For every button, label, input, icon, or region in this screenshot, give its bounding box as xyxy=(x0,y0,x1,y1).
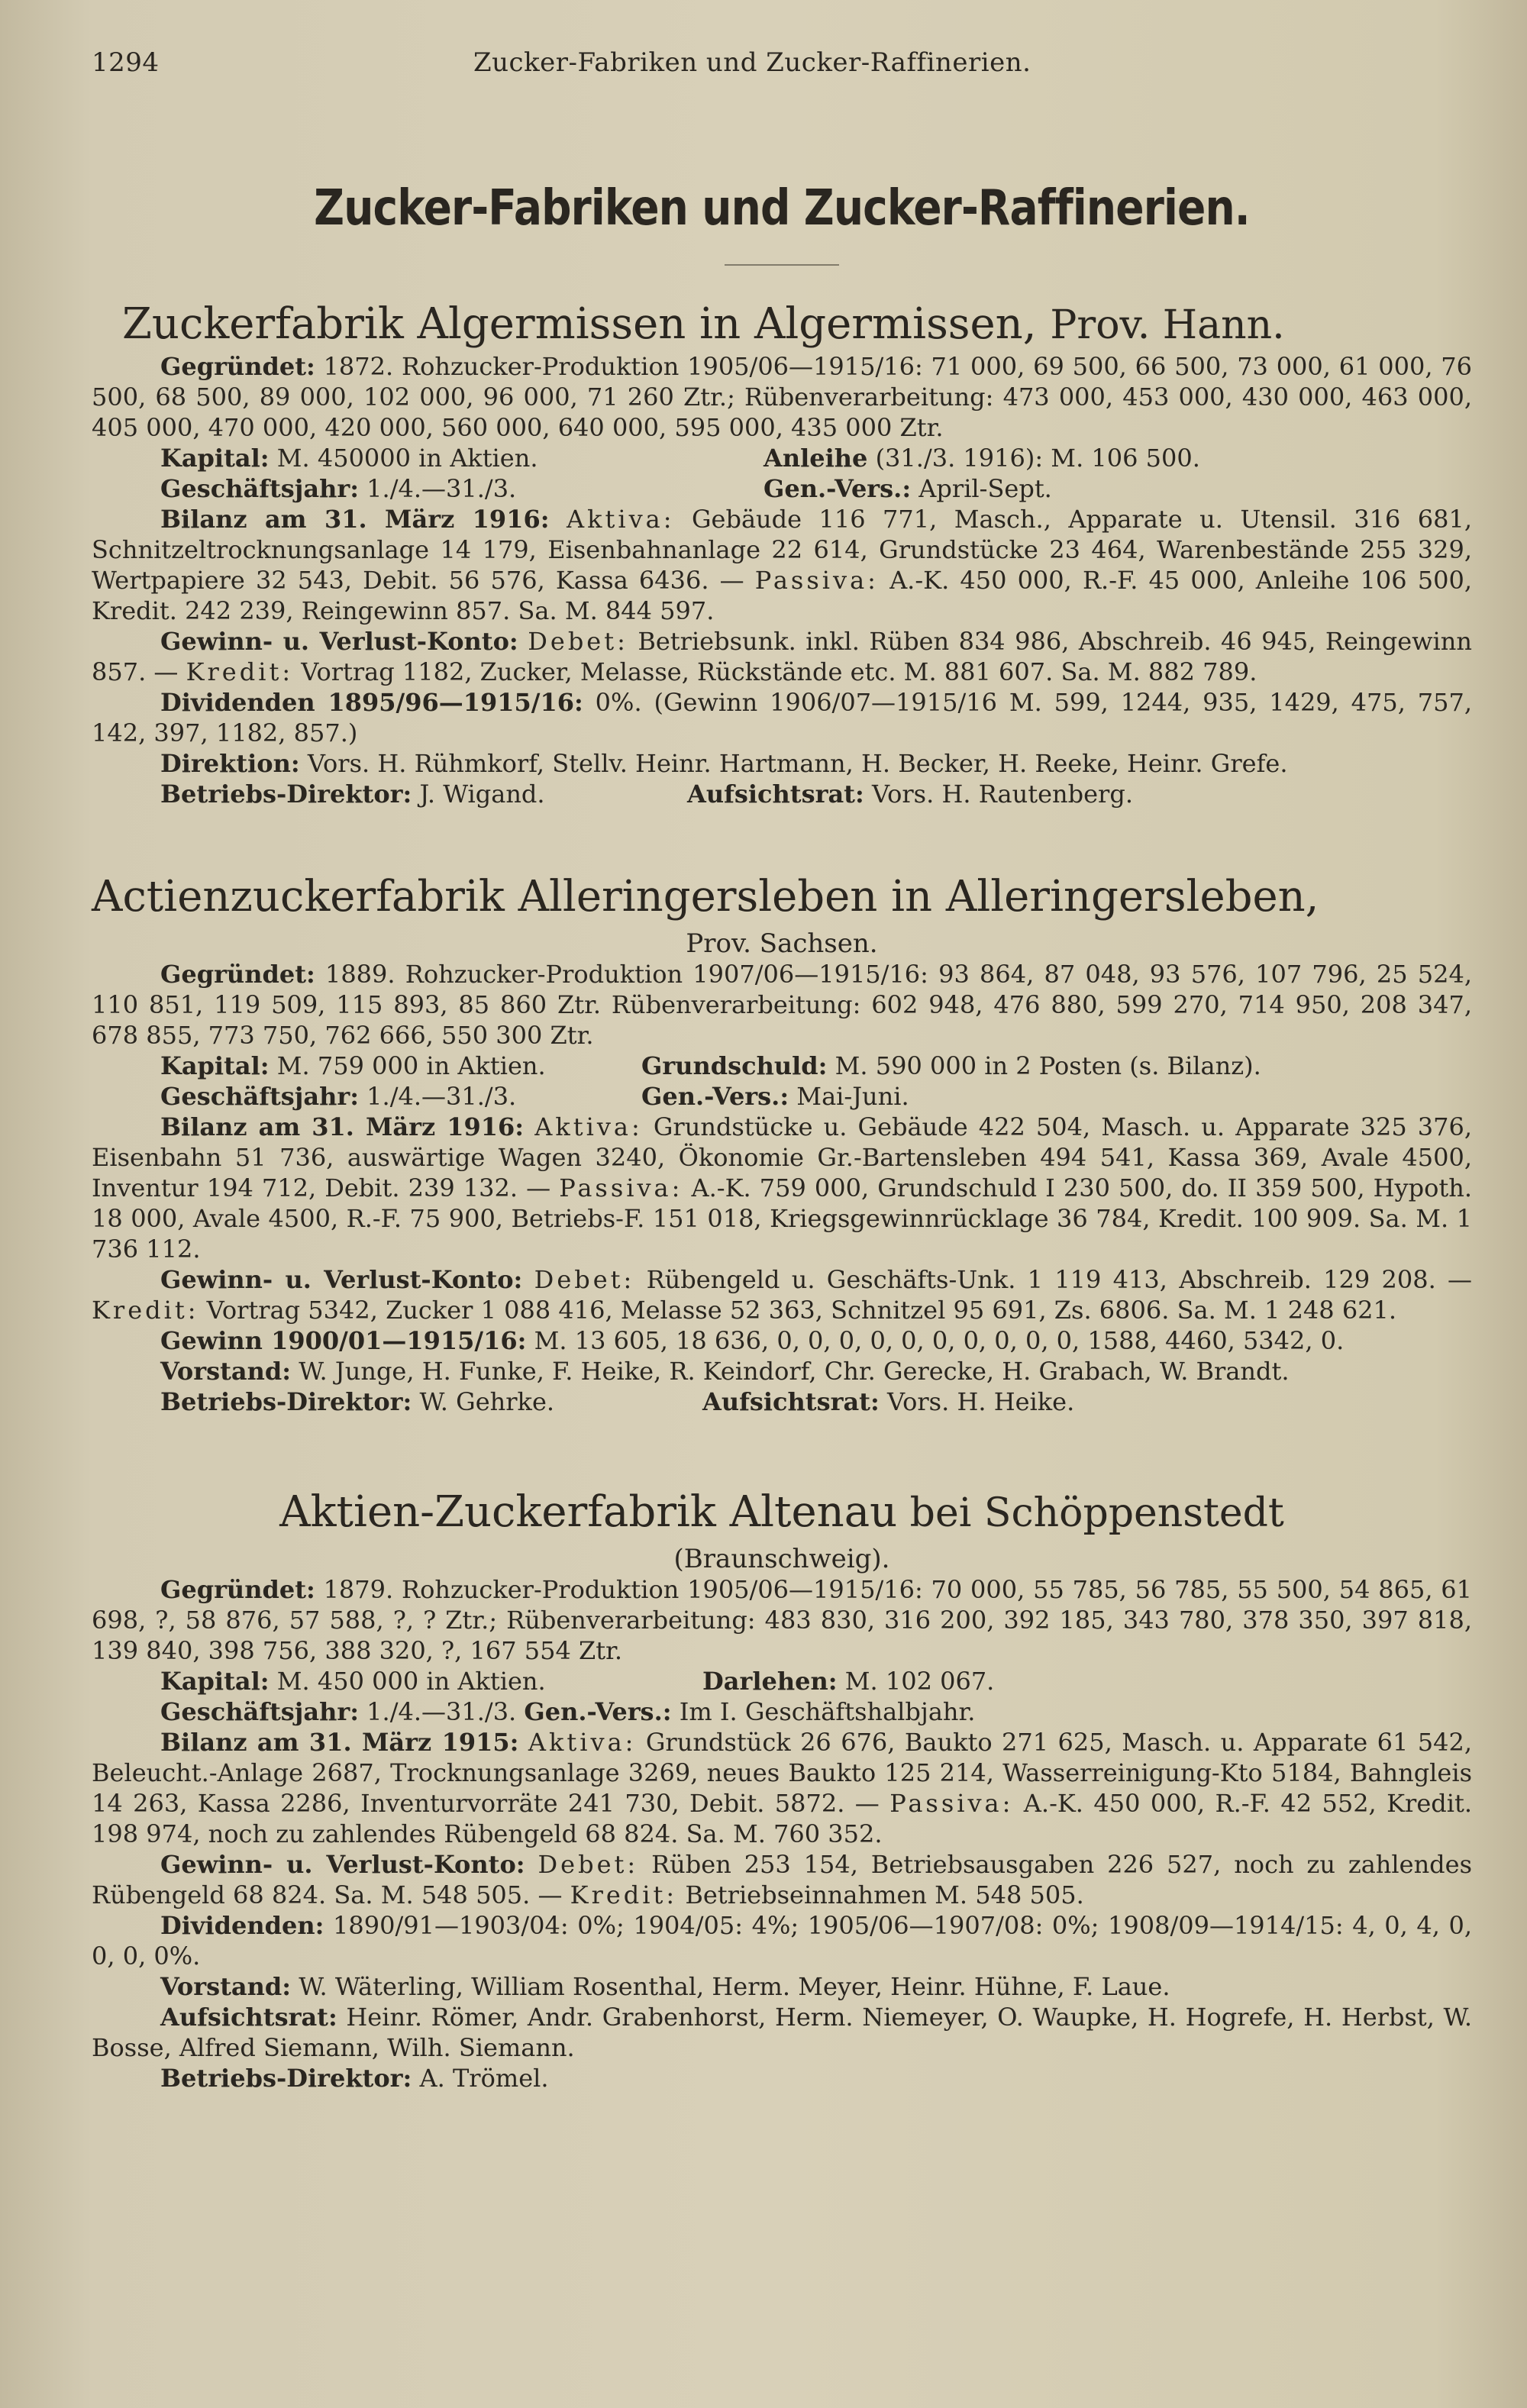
profit-loss-account: Gewinn- u. Verlust-Konto: Debet: Betriebsunk. inkl. Rüben 834 986, Abschreib. 46 945, Reingewinn 857. — Kredit: Vortrag 1182, Zucker, Melasse, Rückstände etc. M. 881 607. Sa. M. 882 789. xyxy=(92,627,1473,686)
company-details xyxy=(92,1574,1472,2093)
section-title: Zucker-Fabriken und Zucker-Raffinerien. xyxy=(314,180,1250,237)
fiscal-year-row: Geschäftsjahr: 1./4.—31./3. Gen.-Vers.: Im I. Geschäftshalbjahr. xyxy=(160,1697,976,1726)
company-name: Actienzuckerfabrik Alleringersleben in Alleringersleben, xyxy=(92,872,1319,922)
company-details xyxy=(92,351,1472,809)
balance-sheet: Bilanz am 31. März 1915: Aktiva: Grundstück 26 676, Baukto 271 625, Masch. u. Apparate 61 542, Beleucht.-Anlage 2687, Trocknungsanlage 3269, neues Baukto 125 214, Wasserreinigung-Kto 5184, Bahngleis 14 263, Kassa 2286, Inventurvorräte 241 730, Debit. 5872. — Passiva: A.-K. 450 000, R.-F. 42 552, Kredit. 198 974, noch zu zahlendes Rübengeld 68 824. Sa. M. 760 352. xyxy=(92,1728,1473,1848)
capital-row: Kapital: M. 759 000 in Aktien. Grundschuld: M. 590 000 in 2 Posten (s. Bilanz). xyxy=(160,1051,1261,1080)
board: Vorstand: W. Wäterling, William Rosenthal, Herm. Meyer, Heinr. Hühne, F. Laue. xyxy=(160,1972,1170,2001)
founded-production: Gegründet: 1889. Rohzucker-Produktion 1907/06—1915/16: 93 864, 87 048, 93 576, 107 796, 25 524, 110 851, 119 509, 115 893, 85 860 Ztr. Rübenverarbeitung: 602 948, 476 880, 599 270, 714 950, 208 347, 678 855, 773 750, 762 666, 550 300 Ztr. xyxy=(92,960,1472,1050)
founded-production: Gegründet: 1879. Rohzucker-Produktion 1905/06—1915/16: 70 000, 55 785, 56 785, 55 500, 54 865, 61 698, ?, 58 876, 57 588, ?, ? Ztr.; Rübenverarbeitung: 483 830, 316 200, 392 185, 343 780, 378 350, 397 818, 139 840, 398 756, 388 320, ?, 167 554 Ztr. xyxy=(92,1575,1472,1665)
company-region: (Braunschweig). xyxy=(673,1544,890,1574)
company-entry-algermissen xyxy=(92,298,1472,809)
profit-loss-account: Gewinn- u. Verlust-Konto: Debet: Rüben 253 154, Betriebsausgaben 226 527, noch zu zahlendes Rübengeld 68 824. Sa. M. 548 505. — Kredit: Betriebseinnahmen M. 548 505. xyxy=(92,1850,1473,1909)
board: Vorstand: W. Junge, H. Funke, F. Heike, R. Keindorf, Chr. Gerecke, H. Grabach, W. Brandt. xyxy=(160,1357,1290,1386)
director-row: Betriebs-Direktor: W. Gehrke. Aufsichtsrat: Vors. H. Heike. xyxy=(160,1387,1075,1416)
supervisory-board: Aufsichtsrat: Heinr. Römer, Andr. Grabenhorst, Herm. Niemeyer, O. Waupke, H. Hogrefe, H. Herbst, W. Bosse, Alfred Siemann, Wilh. Siemann. xyxy=(92,2003,1472,2062)
director-row: Betriebs-Direktor: J. Wigand. Aufsichtsrat: Vors. H. Rautenberg. xyxy=(160,780,1133,809)
company-entry-alleringersleben xyxy=(92,870,1472,1417)
balance-sheet: Bilanz am 31. März 1916: Aktiva: Grundstücke u. Gebäude 422 504, Masch. u. Apparate 325 376, Eisenbahn 51 736, auswärtige Wagen 3240, Ökonomie Gr.-Bartensleben 494 541, Kassa 369, Avale 4500, Inventur 194 712, Debit. 239 132. — Passiva: A.-K. 759 000, Grundschuld I 230 500, do. II 359 500, Hypoth. 18 000, Avale 4500, R.-F. 75 900, Betriebs-F. 151 018, Kriegsgewinnrücklage 36 784, Kredit. 100 909. Sa. M. 1 736 112. xyxy=(92,1112,1473,1264)
running-head xyxy=(92,43,1472,89)
company-entry-altenau xyxy=(92,1486,1472,2093)
title-divider xyxy=(725,264,839,266)
fiscal-year-row: Geschäftsjahr: 1./4.—31./3. Gen.-Vers.: April-Sept. xyxy=(160,474,1052,503)
capital-row: Kapital: M. 450 000 in Aktien. Darlehen: M. 102 067. xyxy=(160,1667,995,1696)
profit-history: Gewinn 1900/01—1915/16: M. 13 605, 18 636, 0, 0, 0, 0, 0, 0, 0, 0, 0, 0, 1588, 4460, 5342, 0. xyxy=(160,1326,1345,1355)
founded-production: Gegründet: 1872. Rohzucker-Produktion 1905/06—1915/16: 71 000, 69 500, 66 500, 73 000, 61 000, 76 500, 68 500, 89 000, 102 000, 96 000, 71 260 Ztr.; Rübenverarbeitung: 473 000, 453 000, 430 000, 463 000, 405 000, 470 000, 420 000, 560 000, 640 000, 595 000, 435 000 Ztr. xyxy=(92,352,1472,442)
running-head-title: Zucker-Fabriken und Zucker-Raffinerien. xyxy=(473,47,1031,78)
company-name: Zuckerfabrik Algermissen in Algermissen, Prov. Hann. xyxy=(122,299,1285,349)
dividends: Dividenden: 1890/91—1903/04: 0%; 1904/05: 4%; 1905/06—1907/08: 0%; 1908/09—1914/15: 4, 0, 4, 0, 0, 0, 0%. xyxy=(92,1911,1472,1971)
director: Betriebs-Direktor: A. Trömel. xyxy=(160,2064,549,2093)
capital-row: Kapital: M. 450000 in Aktien. Anleihe (31./3. 1916): M. 106 500. xyxy=(160,444,1200,473)
company-region: Prov. Sachsen. xyxy=(686,928,878,959)
company-region: Prov. Hann. xyxy=(1050,302,1285,348)
balance-sheet: Bilanz am 31. März 1916: Aktiva: Gebäude 116 771, Masch., Apparate u. Utensil. 316 681, Schnitzeltrocknungsanlage 14 179, Eisenbahnanlage 22 614, Grundstücke 23 464, Warenbestände 255 329, Wertpapiere 32 543, Debit. 56 576, Kassa 6436. — Passiva: A.-K. 450 000, R.-F. 45 000, Anleihe 106 500, Kredit. 242 239, Reingewinn 857. Sa. M. 844 597. xyxy=(92,505,1473,625)
fiscal-year-row: Geschäftsjahr: 1./4.—31./3. Gen.-Vers.: Mai-Juni. xyxy=(160,1082,909,1111)
company-name: Aktien-Zuckerfabrik Altenau bei Schöppenstedt xyxy=(279,1487,1284,1537)
management: Direktion: Vors. H. Rühmkorf, Stellv. Heinr. Hartmann, H. Becker, H. Reeke, Heinr. Grefe. xyxy=(160,749,1288,778)
company-details xyxy=(92,959,1472,1417)
page-number: 1294 xyxy=(92,47,160,78)
profit-loss-account: Gewinn- u. Verlust-Konto: Debet: Rübengeld u. Geschäfts-Unk. 1 119 413, Abschreib. 129 208. — Kredit: Vortrag 5342, Zucker 1 088 416, Melasse 52 363, Schnitzel 95 691, Zs. 6806. Sa. M. 1 248 621. xyxy=(92,1265,1473,1325)
dividends: Dividenden 1895/96—1915/16: 0%. (Gewinn 1906/07—1915/16 M. 599, 1244, 935, 1429, 475, 757, 142, 397, 1182, 857.) xyxy=(92,688,1473,747)
